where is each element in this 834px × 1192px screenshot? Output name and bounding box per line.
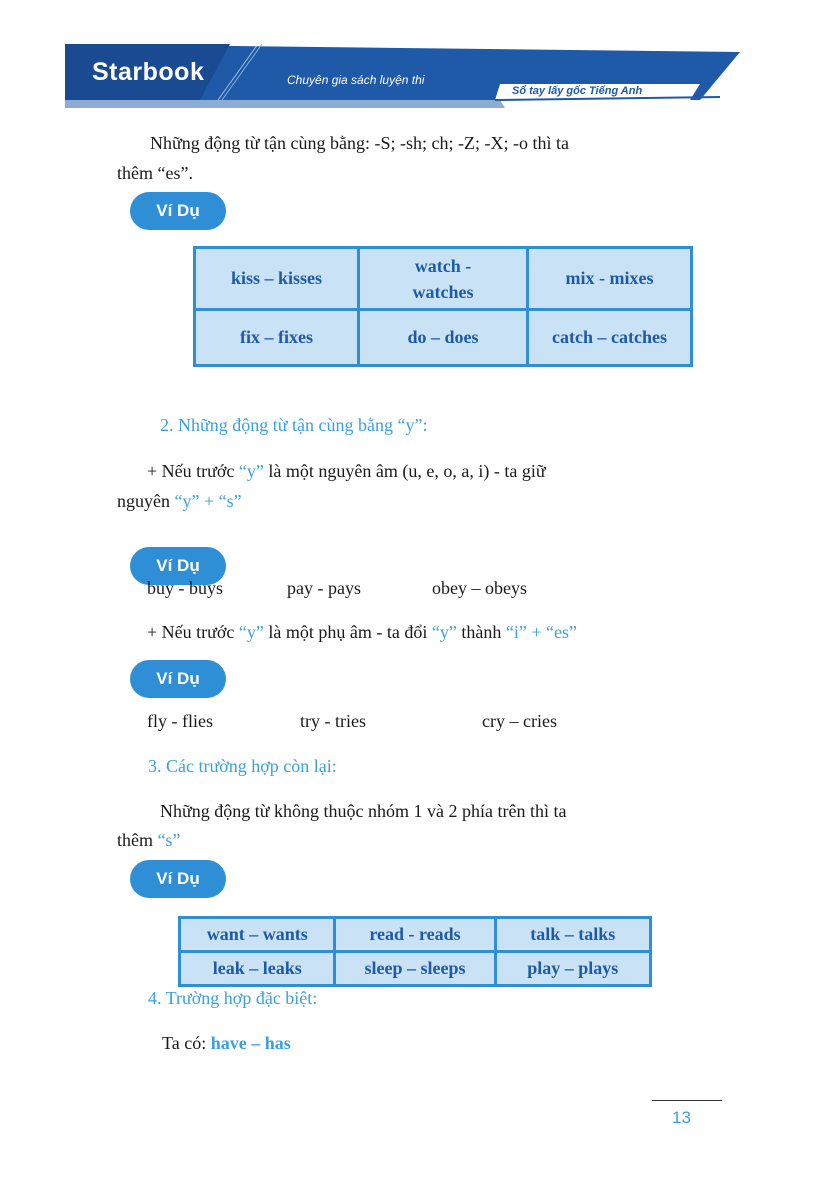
- rule-1-line-1: + Nếu trước “y” là một nguyên âm (u, e, o, a, i) - ta giữ: [147, 461, 546, 481]
- section-2-heading: 2. Những động từ tận cùng bằng “y”:: [160, 415, 428, 435]
- example-badge: Ví Dụ: [130, 547, 226, 585]
- table-cell: sleep – sleeps: [335, 952, 495, 986]
- list-item: buy - buys: [147, 578, 223, 598]
- page-number-rule: [652, 1100, 722, 1101]
- starbook-logo-icon: [0, 0, 26, 40]
- example-badge: Ví Dụ: [130, 860, 226, 898]
- list-item: try - tries: [300, 711, 366, 731]
- list-item: fly - flies: [147, 711, 213, 731]
- section-4-heading: 4. Trường hợp đặc biệt:: [148, 988, 318, 1008]
- table-row: [180, 952, 651, 986]
- table-cell: leak – leaks: [180, 952, 335, 986]
- intro-line-2: thêm “es”.: [117, 163, 193, 183]
- header-tagline: Chuyên gia sách luyện thi: [287, 73, 425, 87]
- table-cell: talk – talks: [495, 918, 650, 952]
- brand-name: Starbook: [92, 58, 205, 86]
- table-cell: play – plays: [495, 952, 650, 986]
- list-item: cry – cries: [482, 711, 557, 731]
- table-cell: catch – catches: [527, 310, 691, 366]
- example-badge: Ví Dụ: [130, 192, 226, 230]
- table-row: [180, 918, 651, 952]
- examples-consonant-y: [0, 711, 834, 737]
- table-cell: mix - mixes: [527, 248, 691, 310]
- table-cell: want – wants: [180, 918, 335, 952]
- example-badge: Ví Dụ: [130, 660, 226, 698]
- table-cell: do – does: [359, 310, 528, 366]
- table-cell: fix – fixes: [195, 310, 359, 366]
- table-cell: kiss – kisses: [195, 248, 359, 310]
- list-item: pay - pays: [287, 578, 361, 598]
- table-row: [195, 248, 692, 310]
- examples-vowel-y: [0, 578, 834, 604]
- rule-1-line-2: nguyên “y” + “s”: [117, 491, 242, 511]
- book-subtitle: Sổ tay lấy gốc Tiếng Anh: [512, 85, 643, 97]
- table-row: [195, 310, 692, 366]
- section-3-heading: 3. Các trường hợp còn lại:: [148, 756, 337, 776]
- table-cell: watch - watches: [359, 248, 528, 310]
- intro-line-1: Những động từ tận cùng bằng: -S; -sh; ch; -Z; -X; -o thì ta: [150, 133, 569, 153]
- section-3-line-2: thêm “s”: [117, 830, 181, 850]
- example-table-es: [193, 246, 693, 367]
- example-table-s: [178, 916, 652, 987]
- list-item: obey – obeys: [432, 578, 527, 598]
- section-4-line: Ta có: have – has: [162, 1033, 291, 1053]
- section-3-line-1: Những động từ không thuộc nhóm 1 và 2 phía trên thì ta: [160, 801, 567, 821]
- rule-2-line: + Nếu trước “y” là một phụ âm - ta đổi “y” thành “i” + “es”: [147, 622, 577, 642]
- page-header: [0, 0, 834, 130]
- page-number: 13: [672, 1108, 691, 1127]
- table-cell: read - reads: [335, 918, 495, 952]
